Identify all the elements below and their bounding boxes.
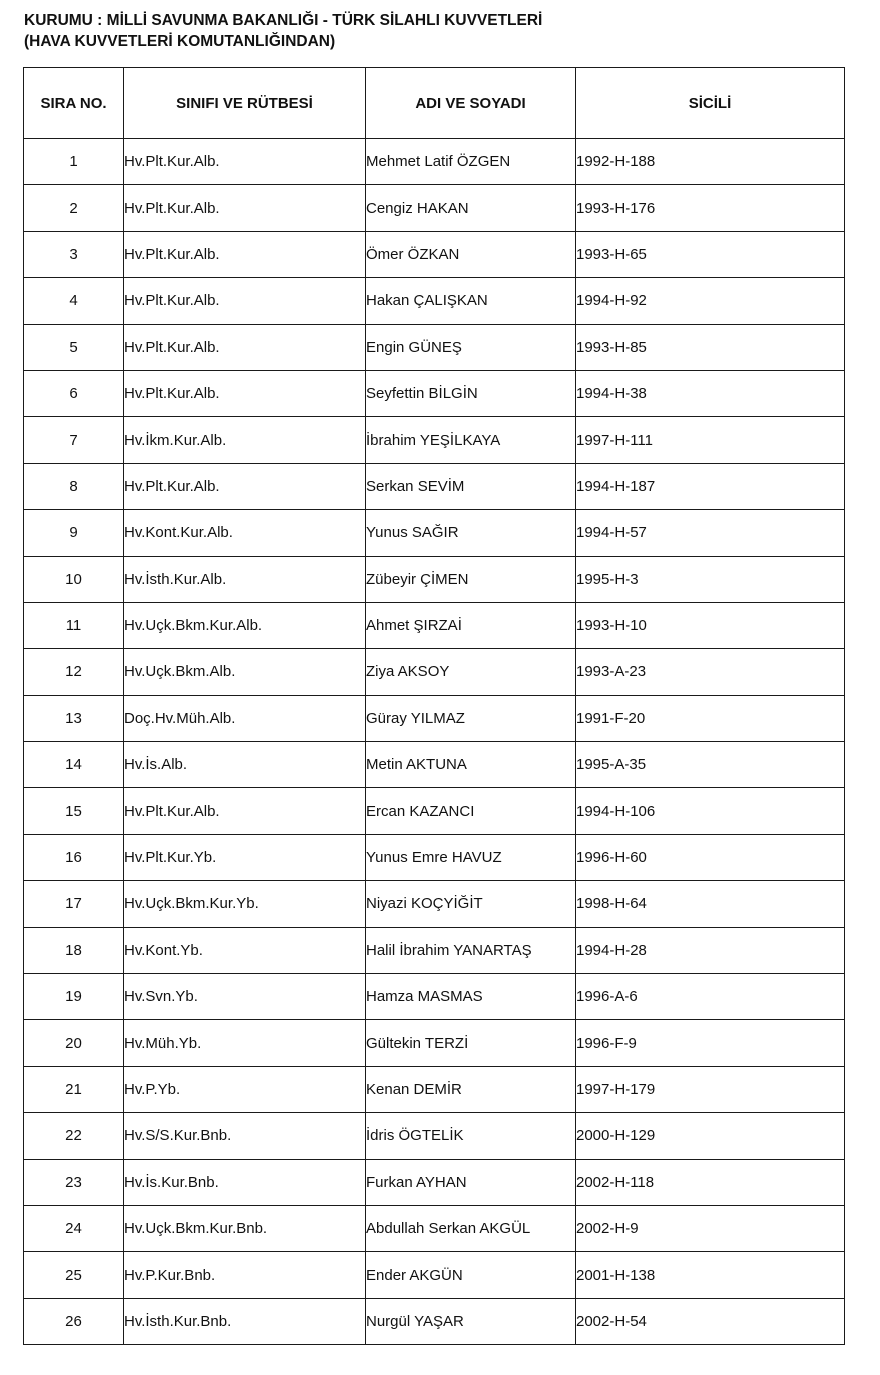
column-header-name: ADI VE SOYADI xyxy=(366,68,576,139)
cell-sira-no: 3 xyxy=(24,231,124,277)
cell-sira-no: 25 xyxy=(24,1252,124,1298)
cell-name: Abdullah Serkan AKGÜL xyxy=(366,1205,576,1251)
cell-rank: Hv.S/S.Kur.Bnb. xyxy=(124,1113,366,1159)
cell-rank: Hv.İkm.Kur.Alb. xyxy=(124,417,366,463)
cell-registry: 1998-H-64 xyxy=(576,881,845,927)
column-header-registry: SİCİLİ xyxy=(576,68,845,139)
column-header-sira-no: SIRA NO. xyxy=(24,68,124,139)
cell-registry: 1997-H-179 xyxy=(576,1066,845,1112)
table-row xyxy=(24,1113,845,1159)
cell-registry: 1996-A-6 xyxy=(576,974,845,1020)
cell-name: Gültekin TERZİ xyxy=(366,1020,576,1066)
cell-registry: 1993-H-176 xyxy=(576,185,845,231)
table-row xyxy=(24,834,845,880)
cell-registry: 1993-H-65 xyxy=(576,231,845,277)
table-row xyxy=(24,185,845,231)
cell-name: Furkan AYHAN xyxy=(366,1159,576,1205)
cell-sira-no: 6 xyxy=(24,370,124,416)
cell-registry: 1994-H-28 xyxy=(576,927,845,973)
cell-rank: Hv.Uçk.Bkm.Kur.Bnb. xyxy=(124,1205,366,1251)
table-row xyxy=(24,742,845,788)
cell-rank: Hv.İsth.Kur.Bnb. xyxy=(124,1298,366,1344)
cell-rank: Hv.Plt.Kur.Alb. xyxy=(124,185,366,231)
cell-sira-no: 17 xyxy=(24,881,124,927)
cell-registry: 2002-H-9 xyxy=(576,1205,845,1251)
cell-rank: Hv.Plt.Kur.Yb. xyxy=(124,834,366,880)
cell-registry: 2001-H-138 xyxy=(576,1252,845,1298)
cell-rank: Hv.Plt.Kur.Alb. xyxy=(124,788,366,834)
cell-rank: Hv.Plt.Kur.Alb. xyxy=(124,370,366,416)
table-row xyxy=(24,649,845,695)
table-row xyxy=(24,1252,845,1298)
cell-rank: Hv.Plt.Kur.Alb. xyxy=(124,463,366,509)
table-row xyxy=(24,927,845,973)
cell-rank: Hv.Uçk.Bkm.Kur.Yb. xyxy=(124,881,366,927)
cell-name: Metin AKTUNA xyxy=(366,742,576,788)
cell-rank: Hv.Kont.Yb. xyxy=(124,927,366,973)
document-heading xyxy=(24,10,542,52)
table-row xyxy=(24,695,845,741)
cell-sira-no: 23 xyxy=(24,1159,124,1205)
table-row xyxy=(24,788,845,834)
cell-name: Mehmet Latif ÖZGEN xyxy=(366,139,576,185)
table-row xyxy=(24,463,845,509)
cell-name: Ender AKGÜN xyxy=(366,1252,576,1298)
cell-rank: Hv.İsth.Kur.Alb. xyxy=(124,556,366,602)
cell-registry: 1994-H-92 xyxy=(576,278,845,324)
column-header-rank: SINIFI VE RÜTBESİ xyxy=(124,68,366,139)
cell-name: İbrahim YEŞİLKAYA xyxy=(366,417,576,463)
table-row xyxy=(24,417,845,463)
cell-sira-no: 26 xyxy=(24,1298,124,1344)
cell-registry: 1997-H-111 xyxy=(576,417,845,463)
cell-sira-no: 20 xyxy=(24,1020,124,1066)
personnel-table xyxy=(23,67,845,1345)
cell-sira-no: 14 xyxy=(24,742,124,788)
cell-sira-no: 13 xyxy=(24,695,124,741)
table-row xyxy=(24,1020,845,1066)
cell-name: Niyazi KOÇYİĞİT xyxy=(366,881,576,927)
cell-registry: 2002-H-118 xyxy=(576,1159,845,1205)
cell-sira-no: 24 xyxy=(24,1205,124,1251)
cell-rank: Hv.Uçk.Bkm.Alb. xyxy=(124,649,366,695)
cell-name: Engin GÜNEŞ xyxy=(366,324,576,370)
cell-registry: 1991-F-20 xyxy=(576,695,845,741)
table-row xyxy=(24,881,845,927)
cell-sira-no: 10 xyxy=(24,556,124,602)
table-row xyxy=(24,278,845,324)
cell-name: Seyfettin BİLGİN xyxy=(366,370,576,416)
cell-registry: 1994-H-57 xyxy=(576,510,845,556)
cell-rank: Hv.P.Kur.Bnb. xyxy=(124,1252,366,1298)
cell-name: Kenan DEMİR xyxy=(366,1066,576,1112)
table-row xyxy=(24,231,845,277)
cell-sira-no: 12 xyxy=(24,649,124,695)
cell-registry: 1996-H-60 xyxy=(576,834,845,880)
cell-name: İdris ÖGTELİK xyxy=(366,1113,576,1159)
cell-sira-no: 1 xyxy=(24,139,124,185)
command-line: (HAVA KUVVETLERİ KOMUTANLIĞINDAN) xyxy=(24,33,336,50)
table-row xyxy=(24,139,845,185)
cell-registry: 2000-H-129 xyxy=(576,1113,845,1159)
cell-registry: 1992-H-188 xyxy=(576,139,845,185)
cell-registry: 1993-H-10 xyxy=(576,602,845,648)
cell-sira-no: 16 xyxy=(24,834,124,880)
cell-sira-no: 2 xyxy=(24,185,124,231)
table-row xyxy=(24,1159,845,1205)
cell-registry: 1996-F-9 xyxy=(576,1020,845,1066)
table-row xyxy=(24,324,845,370)
cell-rank: Hv.Plt.Kur.Alb. xyxy=(124,278,366,324)
cell-rank: Doç.Hv.Müh.Alb. xyxy=(124,695,366,741)
cell-name: Nurgül YAŞAR xyxy=(366,1298,576,1344)
cell-registry: 1994-H-187 xyxy=(576,463,845,509)
cell-rank: Hv.İs.Kur.Bnb. xyxy=(124,1159,366,1205)
cell-sira-no: 7 xyxy=(24,417,124,463)
table-row xyxy=(24,974,845,1020)
cell-name: Ömer ÖZKAN xyxy=(366,231,576,277)
cell-sira-no: 5 xyxy=(24,324,124,370)
cell-rank: Hv.P.Yb. xyxy=(124,1066,366,1112)
table-row xyxy=(24,510,845,556)
cell-rank: Hv.Plt.Kur.Alb. xyxy=(124,231,366,277)
cell-name: Serkan SEVİM xyxy=(366,463,576,509)
cell-sira-no: 22 xyxy=(24,1113,124,1159)
cell-name: Güray YILMAZ xyxy=(366,695,576,741)
cell-name: Yunus Emre HAVUZ xyxy=(366,834,576,880)
cell-name: Hakan ÇALIŞKAN xyxy=(366,278,576,324)
cell-name: Ziya AKSOY xyxy=(366,649,576,695)
cell-registry: 1993-A-23 xyxy=(576,649,845,695)
cell-sira-no: 19 xyxy=(24,974,124,1020)
cell-sira-no: 15 xyxy=(24,788,124,834)
cell-rank: Hv.Plt.Kur.Alb. xyxy=(124,324,366,370)
cell-name: Hamza MASMAS xyxy=(366,974,576,1020)
cell-name: Zübeyir ÇİMEN xyxy=(366,556,576,602)
cell-rank: Hv.İs.Alb. xyxy=(124,742,366,788)
table-row xyxy=(24,556,845,602)
cell-sira-no: 9 xyxy=(24,510,124,556)
table-row xyxy=(24,1298,845,1344)
cell-rank: Hv.Plt.Kur.Alb. xyxy=(124,139,366,185)
cell-registry: 2002-H-54 xyxy=(576,1298,845,1344)
cell-rank: Hv.Müh.Yb. xyxy=(124,1020,366,1066)
cell-name: Ercan KAZANCI xyxy=(366,788,576,834)
table-row xyxy=(24,1066,845,1112)
cell-registry: 1995-H-3 xyxy=(576,556,845,602)
cell-rank: Hv.Uçk.Bkm.Kur.Alb. xyxy=(124,602,366,648)
cell-registry: 1995-A-35 xyxy=(576,742,845,788)
cell-rank: Hv.Svn.Yb. xyxy=(124,974,366,1020)
cell-sira-no: 4 xyxy=(24,278,124,324)
table-row xyxy=(24,602,845,648)
cell-name: Cengiz HAKAN xyxy=(366,185,576,231)
cell-name: Yunus SAĞIR xyxy=(366,510,576,556)
cell-sira-no: 18 xyxy=(24,927,124,973)
cell-registry: 1994-H-38 xyxy=(576,370,845,416)
table-header-row xyxy=(24,68,845,139)
table-row xyxy=(24,370,845,416)
cell-rank: Hv.Kont.Kur.Alb. xyxy=(124,510,366,556)
cell-sira-no: 11 xyxy=(24,602,124,648)
institution-line: KURUMU : MİLLİ SAVUNMA BAKANLIĞI - TÜRK SİLAHLI KUVVETLERİ xyxy=(24,12,543,29)
cell-name: Halil İbrahim YANARTAŞ xyxy=(366,927,576,973)
cell-registry: 1993-H-85 xyxy=(576,324,845,370)
cell-sira-no: 8 xyxy=(24,463,124,509)
cell-sira-no: 21 xyxy=(24,1066,124,1112)
table-row xyxy=(24,1205,845,1251)
cell-name: Ahmet ŞIRZAİ xyxy=(366,602,576,648)
cell-registry: 1994-H-106 xyxy=(576,788,845,834)
